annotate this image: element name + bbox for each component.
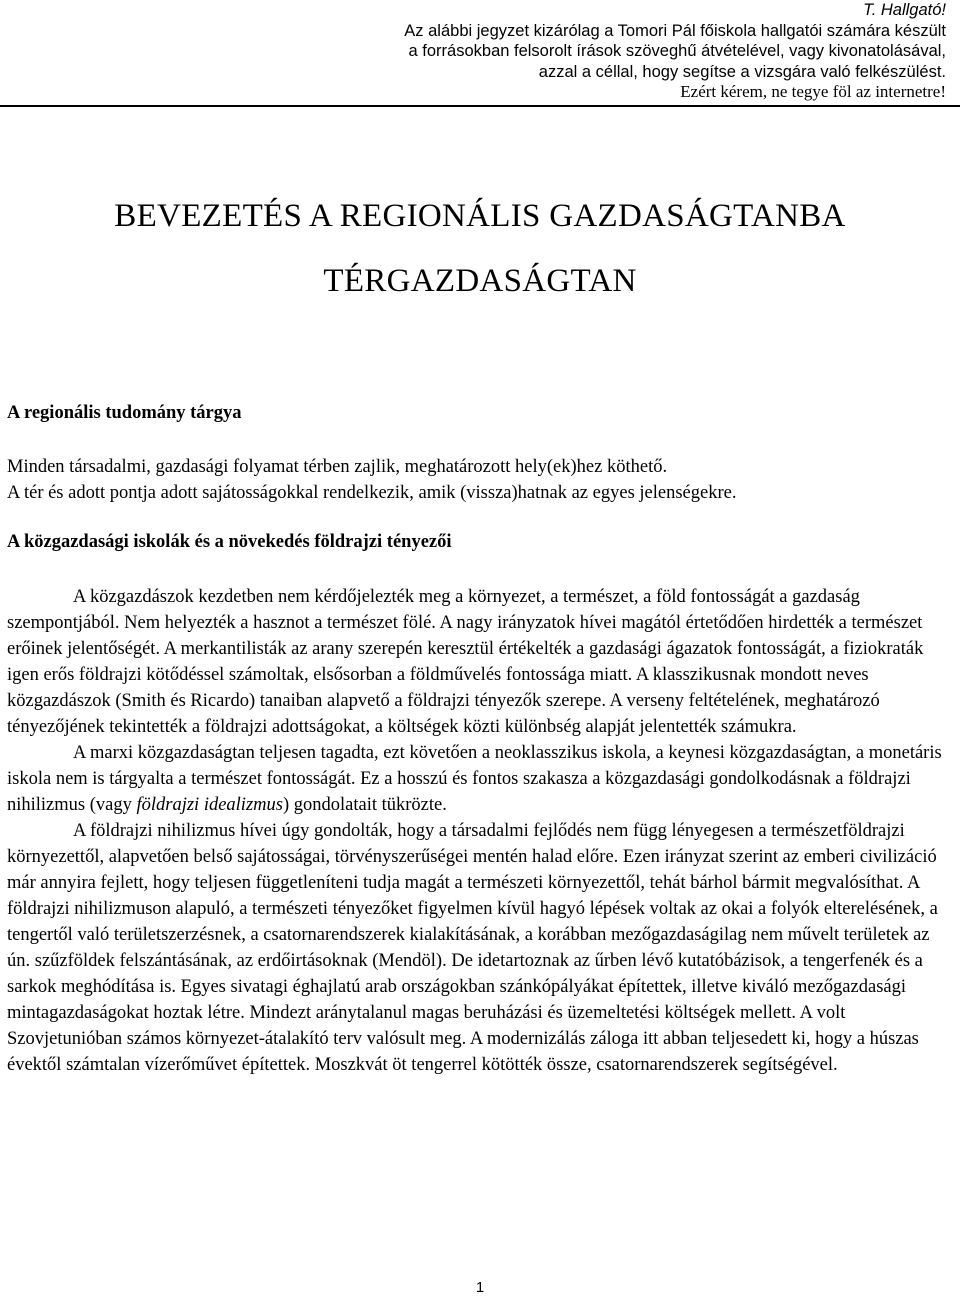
- header-divider: [0, 105, 960, 107]
- document-title: BEVEZETÉS A REGIONÁLIS GAZDASÁGTANBA: [114, 198, 846, 234]
- section-heading-regional-science: A regionális tudomány tárgya: [7, 403, 242, 423]
- section-economic-schools-body: [7, 584, 951, 1078]
- section-heading-economic-schools: A közgazdasági iskolák és a növekedés földrajzi tényezői: [7, 532, 452, 552]
- notice-line: a forrásokban felsorolt írások szöveghű átvételével, vagy kivonatolásával,: [408, 42, 946, 60]
- emphasized-term: földrajzi idealizmus: [136, 795, 283, 815]
- paragraph-text: ) gondolatait tükrözte.: [282, 795, 447, 815]
- notice-greeting: T. Hallgató!: [863, 1, 946, 19]
- notice-line: Az alábbi jegyzet kizárólag a Tomori Pál főiskola hallgatói számára készült: [404, 21, 946, 40]
- usage-notice: [346, 0, 946, 103]
- paragraph-text: A marxi közgazdaságtan teljesen tagadta, ezt követően a neoklasszikus iskola, a keynesi közgazdaságtan, a monetáris iskola nem is tárgyalta a természet fontosságát. Ez a hosszú és fontos szakasza a közgazdasági gondolkodásnak a földrajzi nihilizmus (vagy: [7, 743, 942, 815]
- paragraph: Minden társadalmi, gazdasági folyamat térben zajlik, meghatározott hely(ek)hez köthető.: [7, 457, 668, 477]
- notice-line: azzal a céllal, hogy segítse a vizsgára való felkészülést.: [538, 62, 946, 81]
- paragraph: A közgazdászok kezdetben nem kérdőjelezték meg a környezet, a természet, a föld fontosságát a gazdaság szempontjából. Nem helyezték a hasznot a természet fölé. A nagy irányzatok hívei magától értetődően hirdették a természet erőinek jelentőségét. A merkantilisták az arany szerepén keresztül értékelték a gazdasági ágazatok fontosságát, a fiziokraták igen erős földrajzi kötődéssel számoltak, elsősorban a földművelés fontossága miatt. A klasszikusnak mondott neves közgazdászok (Smith és Ricardo) tanaiban alapvető a földrajzi tényezők szerepe. A verseny feltételének, meghatározó tényezőjének tekintették a földrajzi adottságokat, a költségek közti különbség alapját jelentették számukra.: [7, 587, 924, 737]
- page-number: 1: [475, 1279, 485, 1296]
- section-regional-science-body: [7, 454, 951, 506]
- paragraph: [7, 740, 951, 818]
- paragraph: A tér és adott pontja adott sajátosságokkal rendelkezik, amik (vissza)hatnak az egyes jelenségekre.: [7, 483, 737, 503]
- paragraph: A földrajzi nihilizmus hívei úgy gondolták, hogy a társadalmi fejlődés nem függ lényegesen a természetföldrajzi környezettől, alapvetően belső sajátosságai, törvényszerűségei mentén halad előre. Ezen irányzat szerint az emberi civilizáció már annyira fejlett, hogy teljesen függetleníteni tudja magát a természeti környezettől, tehát bárhol bármit megvalósíthat. A földrajzi nihilizmuson alapuló, a természeti tényezőket figyelmen kívül hagyó lépések voltak az okai a folyók elterelésének, a tengertől való területszerzésnek, a csatornarendszerek kialakításának, a korábban mezőgazdaságilag nem művelt területek az ún. szűzföldek felszántásának, az erdőirtásoknak (Mendöl). De idetartoznak az űrben lévő kutatóbázisok, a tengerfenék és a sarkok meghódítása is. Egyes sivatagi éghajlatú arab országokban szánkópályákat építettek, illetve kiváló mezőgazdasági mintagazdaságokat hoztak létre. Mindezt aránytalanul magas beruházási és üzemeltetési költségek mellett. A volt Szovjetunióban számos környezet-átalakító terv valósult meg. A modernizálás záloga itt abban teljesedett ki, hogy a húszas évektől számtalan vízerőművet építettek. Moszkvát öt tengerrel kötötték össze, csatornarendszerek segítségével.: [7, 821, 938, 1075]
- notice-request: Ezért kérem, ne tegye föl az internetre!: [680, 82, 946, 101]
- document-subtitle: TÉRGAZDASÁGTAN: [323, 263, 637, 299]
